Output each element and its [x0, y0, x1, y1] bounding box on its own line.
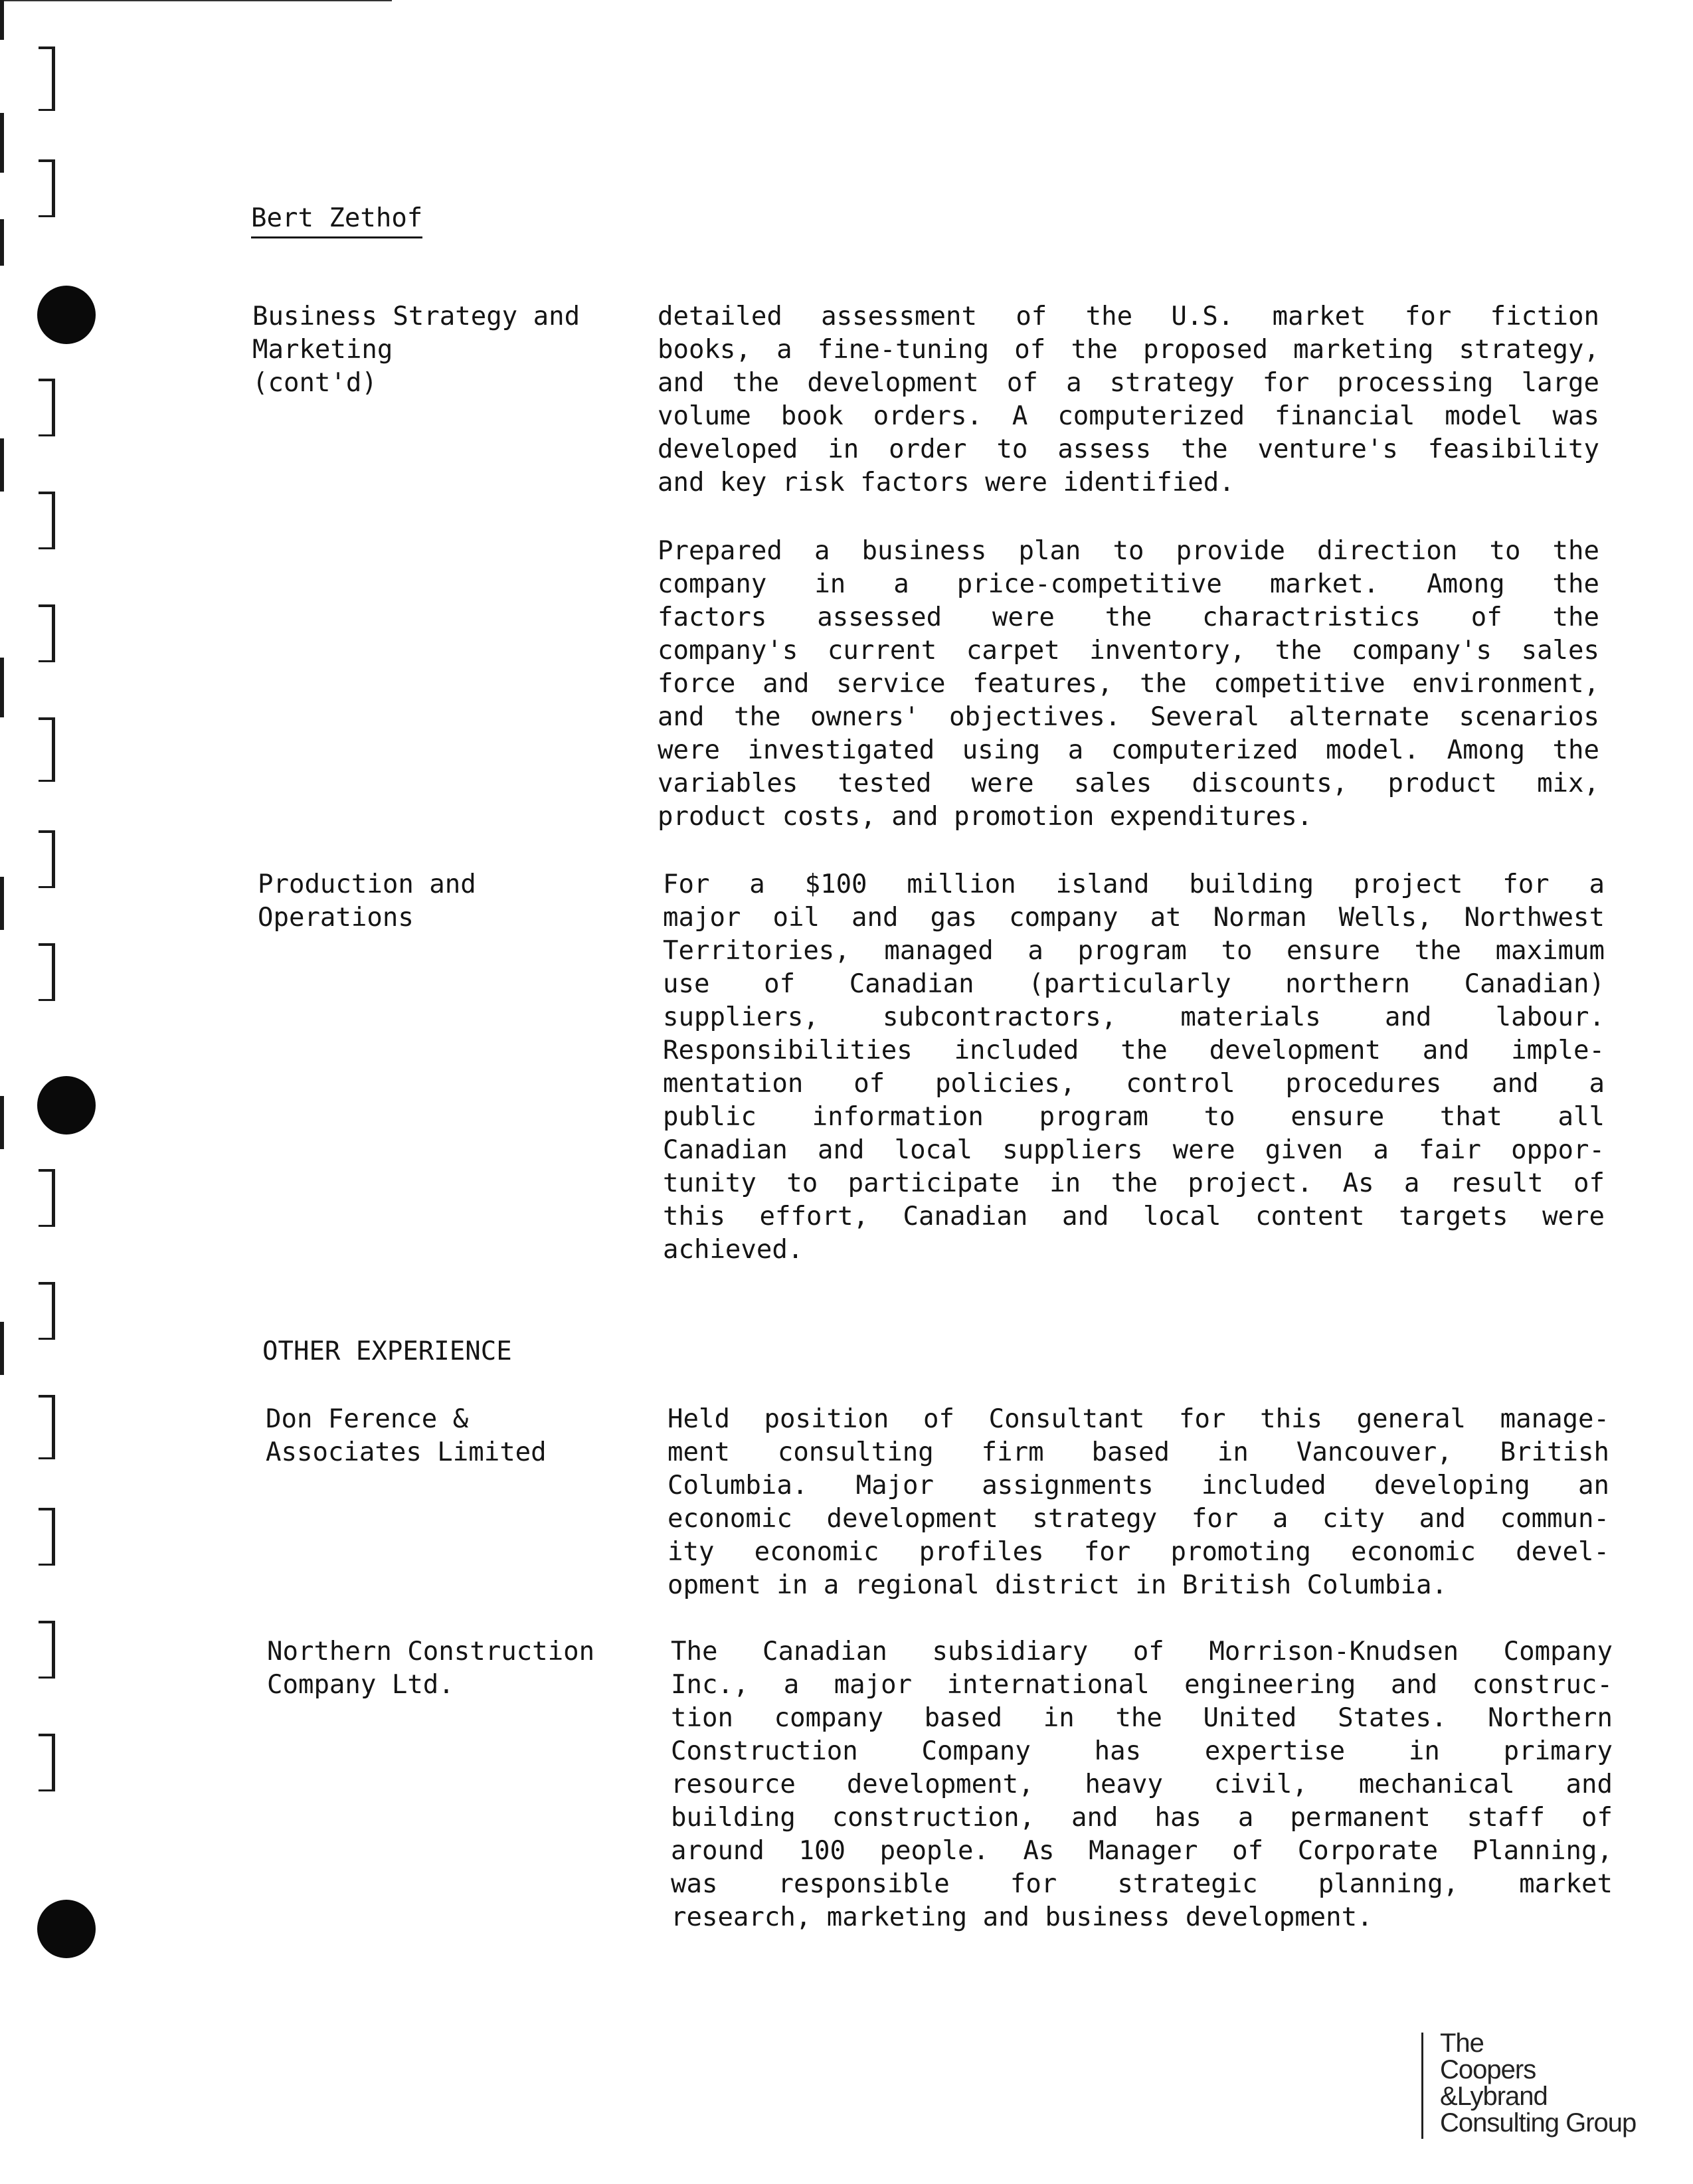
text-line: developed in order to assess the venture's feasibility [658, 434, 1599, 464]
text-line: use of Canadian (particularly northern Canadian) [663, 969, 1605, 999]
binding-bracket [39, 159, 55, 217]
text-line: building construction, and has a permanent staff of [671, 1803, 1613, 1833]
binding-bracket [39, 46, 55, 111]
binding-bracket [39, 1395, 55, 1459]
text-line: company in a price-competitive market. Among the [658, 569, 1599, 599]
text-line: mentation of policies, control procedures and a [663, 1069, 1605, 1099]
label-line: Company Ltd. [267, 1670, 454, 1700]
binding-bracket [39, 379, 55, 436]
text-line: and the development of a strategy for processing large [658, 368, 1599, 398]
employer-label-don-ference [266, 1403, 638, 1469]
text-line: For a $100 million island building project for a [663, 869, 1605, 899]
text-line: Responsibilities included the development and imple- [663, 1036, 1605, 1065]
paragraph-business-plan [658, 535, 1599, 834]
label-line: Associates Limited [266, 1437, 547, 1467]
paragraph-market-assessment [658, 300, 1599, 500]
text-line: this effort, Canadian and local content targets were [663, 1202, 1605, 1231]
text-line: around 100 people. As Manager of Corporate Planning, [671, 1836, 1613, 1866]
label-line: Northern Construction [267, 1637, 595, 1667]
text-line: Inc., a major international engineering and construc- [671, 1670, 1613, 1700]
label-line: Operations [258, 903, 414, 933]
text-line: detailed assessment of the U.S. market for fiction [658, 302, 1599, 331]
text-line: research, marketing and business development. [671, 1902, 1373, 1932]
logo-rule [1421, 2033, 1423, 2139]
text-line: resource development, heavy civil, mechanical and [671, 1770, 1613, 1799]
text-line: was responsible for strategic planning, market [671, 1869, 1613, 1899]
text-line: ment consulting firm based in Vancouver, British [668, 1437, 1609, 1467]
binding-bracket [39, 830, 55, 888]
logo-text [1440, 2030, 1636, 2136]
text-line: Columbia. Major assignments included developing an [668, 1471, 1609, 1501]
scan-edge-line [0, 0, 392, 1]
binder-hole [37, 286, 96, 344]
text-line: ity economic profiles for promoting economic devel- [668, 1537, 1609, 1567]
logo-line: &Lybrand [1440, 2082, 1548, 2111]
binder-hole [37, 1076, 96, 1135]
label-line: Business Strategy and [252, 302, 580, 331]
text-line: Territories, managed a program to ensure the maximum [663, 936, 1605, 966]
binding-mark [0, 0, 4, 40]
binding-mark [0, 877, 4, 930]
binding-bracket [39, 1734, 55, 1791]
text-line: volume book orders. A computerized financial model was [658, 401, 1599, 431]
binding-bracket [39, 492, 55, 549]
binding-bracket [39, 604, 55, 662]
text-line: economic development strategy for a city and commun- [668, 1504, 1609, 1534]
text-line: tion company based in the United States. Northern [671, 1703, 1613, 1733]
person-name: Bert Zethof [251, 202, 422, 238]
text-line: books, a fine-tuning of the proposed marketing strategy, [658, 335, 1599, 365]
text-line: major oil and gas company at Norman Wells, Northwest [663, 903, 1605, 933]
label-line: Don Ference & [266, 1404, 469, 1434]
text-line: Held position of Consultant for this general manage- [668, 1404, 1609, 1434]
logo-line: Coopers [1440, 2055, 1536, 2084]
paragraph-island-project [663, 868, 1605, 1267]
text-line: Prepared a business plan to provide direction to the [658, 536, 1599, 566]
binding-bracket [39, 943, 55, 1001]
text-line: and key risk factors were identified. [658, 468, 1235, 498]
text-line: Canadian and local suppliers were given a fair oppor- [663, 1135, 1605, 1165]
logo-line: The [1440, 2029, 1484, 2058]
binder-hole [37, 1900, 96, 1958]
binding-bracket [39, 1169, 55, 1227]
label-line: Marketing [252, 335, 393, 365]
text-line: product costs, and promotion expenditures. [658, 802, 1313, 832]
binding-mark [0, 1322, 4, 1375]
text-line: public information program to ensure that all [663, 1102, 1605, 1132]
section-label-production-operations [258, 868, 630, 935]
text-line: achieved. [663, 1235, 804, 1265]
text-line: suppliers, subcontractors, materials and labour. [663, 1002, 1605, 1032]
text-line: and the owners' objectives. Several alternate scenarios [658, 702, 1599, 732]
binding-mark [0, 658, 4, 717]
section-heading-other-experience: OTHER EXPERIENCE [262, 1336, 512, 1366]
binding-bracket [39, 717, 55, 782]
paragraph-don-ference [668, 1403, 1609, 1602]
text-line: factors assessed were the charactristics of the [658, 602, 1599, 632]
logo-line: Consulting Group [1440, 2108, 1637, 2138]
text-line: The Canadian subsidiary of Morrison-Knudsen Company [671, 1637, 1613, 1667]
binding-bracket [39, 1282, 55, 1340]
binding-mark [0, 113, 4, 173]
binding-mark [0, 438, 4, 492]
label-line: (cont'd) [252, 368, 377, 398]
text-line: were investigated using a computerized model. Among the [658, 735, 1599, 765]
paragraph-northern-construction [671, 1635, 1613, 1934]
text-line: opment in a regional district in British Columbia. [668, 1570, 1447, 1600]
text-line: tunity to participate in the project. As a result of [663, 1168, 1605, 1198]
binding-bracket [39, 1508, 55, 1566]
text-line: Construction Company has expertise in primary [671, 1736, 1613, 1766]
employer-label-northern-construction [267, 1635, 639, 1702]
binding-bracket [39, 1621, 55, 1679]
section-label-business-strategy [252, 300, 624, 400]
text-line: force and service features, the competitive environment, [658, 669, 1599, 699]
binding-mark [0, 219, 4, 266]
text-line: company's current carpet inventory, the company's sales [658, 636, 1599, 666]
label-line: Production and [258, 869, 476, 899]
text-line: variables tested were sales discounts, product mix, [658, 769, 1599, 798]
binding-mark [0, 1096, 4, 1149]
